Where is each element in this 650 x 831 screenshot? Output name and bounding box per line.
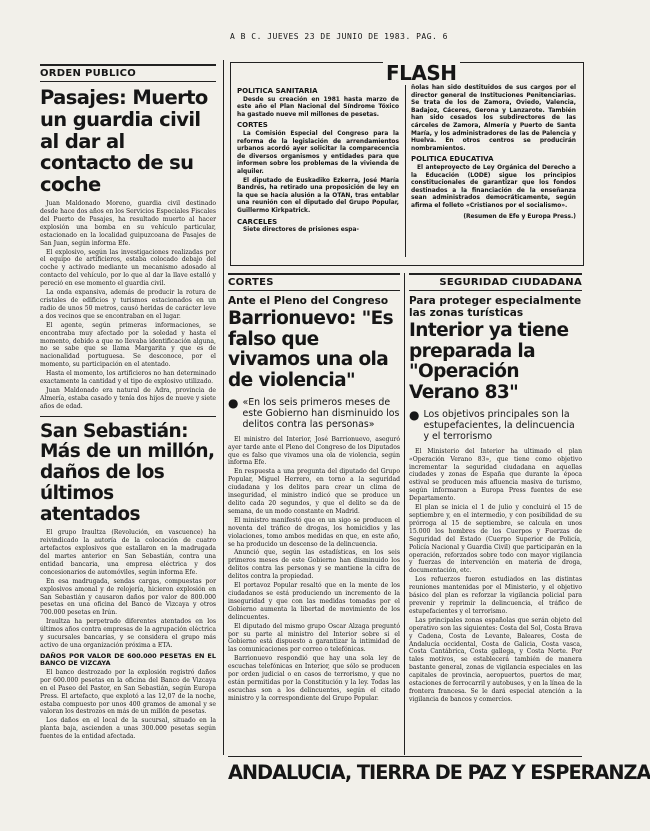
headline-pasajes: Pasajes: Muerto un guardia civil al dar al contacto de su coche [40, 86, 208, 197]
flash-divider [405, 85, 406, 257]
paragraph: El ministro manifestó que en un sigo se producen el noventa del tráfico de drogas, los homicidios y las violaciones, tomo ambos medidas en que, en este año, se ha producido un descenso de la delincuencia. [228, 516, 400, 548]
paragraph: Juan Maldonado Moreno, guardia civil destinado desde hace dos años en los Servicios Especiales Fiscales del Puerto de Pasajes, ha resultado muerto al hacer explosión una bomba en su vehículo particular, estacionado en la localidad guipuzcoana de Pasajes de San Juan, según informa Efe. [40, 200, 216, 247]
flash-subhead: CARCELES [237, 217, 278, 226]
running-head: A B C. JUEVES 23 DE JUNIO DE 1983. PAG. 6 [230, 32, 448, 41]
banner-andalucia: ANDALUCIA, TIERRA DE PAZ Y ESPERANZA [228, 761, 650, 784]
paragraph: Las principales zonas españolas que serán objeto del operativo son las siguientes: Costa del Sol, Costa Brava y Cadena, Costa de Levante, Baleares, Costa de Andalucía occidental, Costa de Galicia, Costa vasca, Costa Cantábrica, Costa gallega, y Costa Norte. Por tales motivos, se establecerá también de manera bastante general, zonas de vigilancia especiales en las capitales de provincia, aeropuertos, puertos de mar, estaciones de ferrocarril y autobuses, y en la línea de la frontera francesa. Se le dará especial atención a la vigilancia de bancos y comercios. [409, 616, 582, 703]
flash-left-column [237, 85, 399, 236]
section-label-seguridad: SEGURIDAD CIUDADANA [439, 277, 582, 288]
bullet-icon: ● [228, 395, 239, 410]
paragraph: El grupo Iraultza (Revolución, en vascuence) ha reivindicado la autoría de la colocación de cuatro artefactos explosivos que estallaron en la madrugada del martes anterior en San Sebastián, contra una entidad bancaria, una empresa eléctrica y dos concesionarios de automóviles, según informa Efe. [40, 529, 216, 576]
headline-san-sebastian: San Sebastián: Más de un millón, daños de los últimos atentados [40, 420, 215, 525]
section-rule [409, 290, 582, 291]
paragraph: Iraultza ha perpetrado diferentes atentados en los últimos años contra empresas de la agrupación eléctrica y sucursales bancarias, y se considera el grupo más activo de una organización próxima a ETA. [40, 618, 216, 649]
paragraph: El ministro del Interior, José Barrionuevo, aseguró ayer tarde ante el Pleno del Congreso de los Diputados que es falso que vivamos una ola de violencia, según informa Efe. [228, 435, 400, 467]
flash-item: Siete directores de prisiones espa- [243, 227, 359, 234]
section-rule [40, 64, 216, 66]
bullet-text: «En los seis primeros meses de este Gobierno han disminuido los delitos contra las personas» [242, 396, 400, 431]
story-barrionuevo-body [228, 436, 400, 703]
center-column [228, 273, 400, 704]
paragraph: Los daños en el local de la sucursal, situado en la planta baja, ascienden a unas 300.000 pesetas según fuentes de la entidad afectada. [40, 717, 216, 741]
bullet-row [409, 409, 582, 443]
paragraph: En respuesta a una pregunta del diputado del Grupo Popular, Miguel Herrero, en torno a la seguridad ciudadana y los delitos para crear un clima de inseguridad, el ministro indicó que se produce un delito cada 20 segundos, y que el delito se da de semana, de un modo constante en Madrid. [228, 468, 400, 515]
paragraph: El Ministerio del Interior ha ultimado el plan «Operación Verano 83», que tiene como objetivo incrementar la seguridad ciudadana en aquellas ciudades y zonas de España que durante la época estival se producen más afluencia masiva de turismo, según informaron a Europa Press fuentes de ese Departamento. [409, 447, 582, 503]
story-operacion-verano-body [409, 448, 582, 704]
flash-credit: (Resumen de Efe y Europa Press.) [463, 213, 576, 220]
kicker-zonas: Para proteger especialmente las zonas turísticas [409, 295, 582, 319]
flash-label: FLASH [383, 61, 460, 85]
paragraph: En esa madrugada, sendas cargas, compuestas por explosivos amonal y de relojería, hicieron explosión en San Sebastián y causaron daños por valor de 800.000 pesetas en una oficina del Banco de Vizcaya y otros 700.000 pesetas en Irún. [40, 577, 216, 617]
flash-item: El diputado de Euskadiko Ezkerra, José María Bandrés, ha retirado una proposición de ley en la que se hacía alusión a la OTAN, tras entablar una reunión con el diputado del Grupo Popular, Guillermo Kirkpatrick. [237, 177, 399, 214]
subhead-banco-vizcaya: DAÑOS POR VALOR DE 600.000 PESETAS EN EL BANCO DE VIZCAYA [40, 651, 216, 668]
flash-subhead: POLITICA SANITARIA [237, 87, 318, 95]
column-rule [404, 273, 405, 755]
kicker-pleno: Ante el Pleno del Congreso [228, 295, 389, 307]
paragraph: El banco destrozado por la explosión registró daños por 600.000 pesetas en la oficina del Banco de Vizcaya en el Paseo del Pastor, en San Sebastián, según Europa Press. El artefacto, que explotó a las 12,07 de la noche, estaba compuesto por unos 400 gramos de amonal y se valoran los destrozos en más de un millón de pesetas. [40, 668, 216, 716]
column-rule [223, 60, 224, 755]
story-divider [40, 416, 216, 417]
paragraph: El portavoz Popular resaltó que en la mente de los ciudadanos se está produciendo un incremento de la inseguridad y que con las medidas tomadas por el Gobierno aumenta la libertad de movimiento de los delincuentes. [228, 582, 400, 621]
paragraph: La onda expansiva, además de producir la rotura de cristales de edificios y turismos estacionados en un radio de unos 50 metros, causó heridas de carácter leve a dos vecinos que se encontraban en el lugar. [40, 289, 216, 320]
section-rule [228, 273, 400, 275]
right-column [409, 273, 582, 705]
story-san-sebastian-body [40, 529, 216, 741]
paragraph: Anunció que, según las estadísticas, en los seis primeros meses de este Gobierno han disminuido los delitos contra las personas y se mantiene la cifra de delitos contra la propiedad. [228, 549, 400, 581]
flash-right-column [411, 85, 576, 221]
flash-box [230, 62, 584, 266]
paragraph: Barrionuevo respondió que hay una sola ley de escuchas telefónicas en Interior, que sólo se producen por orden judicial o en casos de terrorismo, y que no están permitidas por la Constitución y la ley. Todas las escuchas son a los delincuentes, según el citado ministro y la correspondiente del Grupo Popular. [228, 655, 400, 702]
left-column [40, 64, 216, 742]
section-rule [409, 273, 582, 275]
paragraph: El diputado del mismo grupo Oscar Alzaga preguntó por su parte al ministro del Interior sobre si el Gobierno está dispuesto a garantizar la intimidad de las comunicaciones por correo o telefónicas. [228, 622, 400, 654]
paragraph: El plan se inicia el 1 de julio y concluirá el 15 de septiembre y, en el intermedio, y con posibilidad de su prórroga al 15 de septiembre, se calcula en unos 15.000 los hombres de los Cuerpos y Fuerzas de Seguridad del Estado (Cuerpo Superior de Policía, Policía Nacional y Guardia Civil) que participarán en la operación, reforzados sobre todo con mayor vigilancia y fuerzas de intervención en materia de droga, documentación, etc. [409, 504, 582, 575]
paragraph: El explosivo, según las investigaciones realizadas por el equipo de artificieros, estaba colocado debajo del coche y activado mediante un mecanismo adosado al contacto del vehículo, por lo que al dar la llave estalló y pereció en ese momento el guardia civil. [40, 248, 216, 288]
flash-item: El anteproyecto de Ley Orgánica del Derecho a la Educación (LODE) sigue los principios constitucionales de garantizar que los fondos destinados a la financiación de la enseñanza sean administrados democráticamente, según afirma el folleto «Cristianos por el socialismo». [411, 164, 576, 209]
paragraph: Hasta el momento, los artificieros no han determinado exactamente la cantidad y el tipo de explosivo utilizado. [40, 370, 216, 386]
flash-item: La Comisión Especial del Congreso para la reforma de la legislación de arrendamientos urbanos acordó ayer solicitar la comparecencia de diversos organismos y entidades para que informen sobre los problemas de la vivienda de alquiler. [237, 130, 399, 175]
flash-item: ñolas han sido destituidos de sus cargos por el director general de Instituciones Penitenciarias. Se trata de los de Zamora, Oviedo, Valencia, Badajoz, Cáceres, Gerona y Lanzarote. También han sido cesados los subdirectores de las cárceles de Zamora, Almería y Puerto de Santa María, y los administradores de las de Palencia y Huelva. En otros centros se producirán nombramientos. [411, 85, 576, 152]
flash-item: Desde su creación en 1981 hasta marzo de este año el Plan Nacional del Síndrome Tóxico ha gastado nueve mil millones de pesetas. [237, 96, 399, 118]
section-label-orden-publico: ORDEN PUBLICO [40, 68, 137, 79]
bullet-icon: ● [409, 407, 420, 422]
paragraph: El agente, según primeras informaciones, se encontraba muy afectado por la soledad y hasta el momento, debido a que no llevaba identificación alguna, no se sabe que se llama Margarita y que es de nacionalidad portuguesa. Se desconoce, por el momento, su participación en el atentado. [40, 321, 216, 369]
paragraph: Los refuerzos fueron estudiados en las distintas reuniones mantenidas por el Ministerio, y el objetivo básico del plan es reforzar la vigilancia policial para prevenir y reprimir la delincuencia, el tráfico de estupefacientes y el terrorismo. [409, 576, 582, 615]
banner-rule [228, 756, 582, 757]
section-rule [40, 81, 216, 82]
paragraph: Juan Maldonado era natural de Adra, provincia de Almería, estaba casado y tenía dos hijos de nueve y siete años de edad. [40, 386, 216, 410]
headline-operacion-verano: Interior ya tiene preparada la "Operación Verano 83" [409, 320, 569, 404]
story-pasajes-body [40, 200, 216, 411]
section-label-cortes: CORTES [228, 277, 274, 288]
section-rule [228, 290, 400, 291]
headline-barrionuevo: Barrionuevo: "Es falso que vivamos una ola de violencia" [228, 308, 394, 392]
flash-subhead: CORTES [237, 121, 268, 130]
flash-subhead: POLITICA EDUCATIVA [411, 155, 494, 164]
bullet-row [228, 397, 400, 431]
bullet-text: Los objetivos principales son la estupefacientes, la delincuencia y el terrorismo [423, 408, 575, 443]
